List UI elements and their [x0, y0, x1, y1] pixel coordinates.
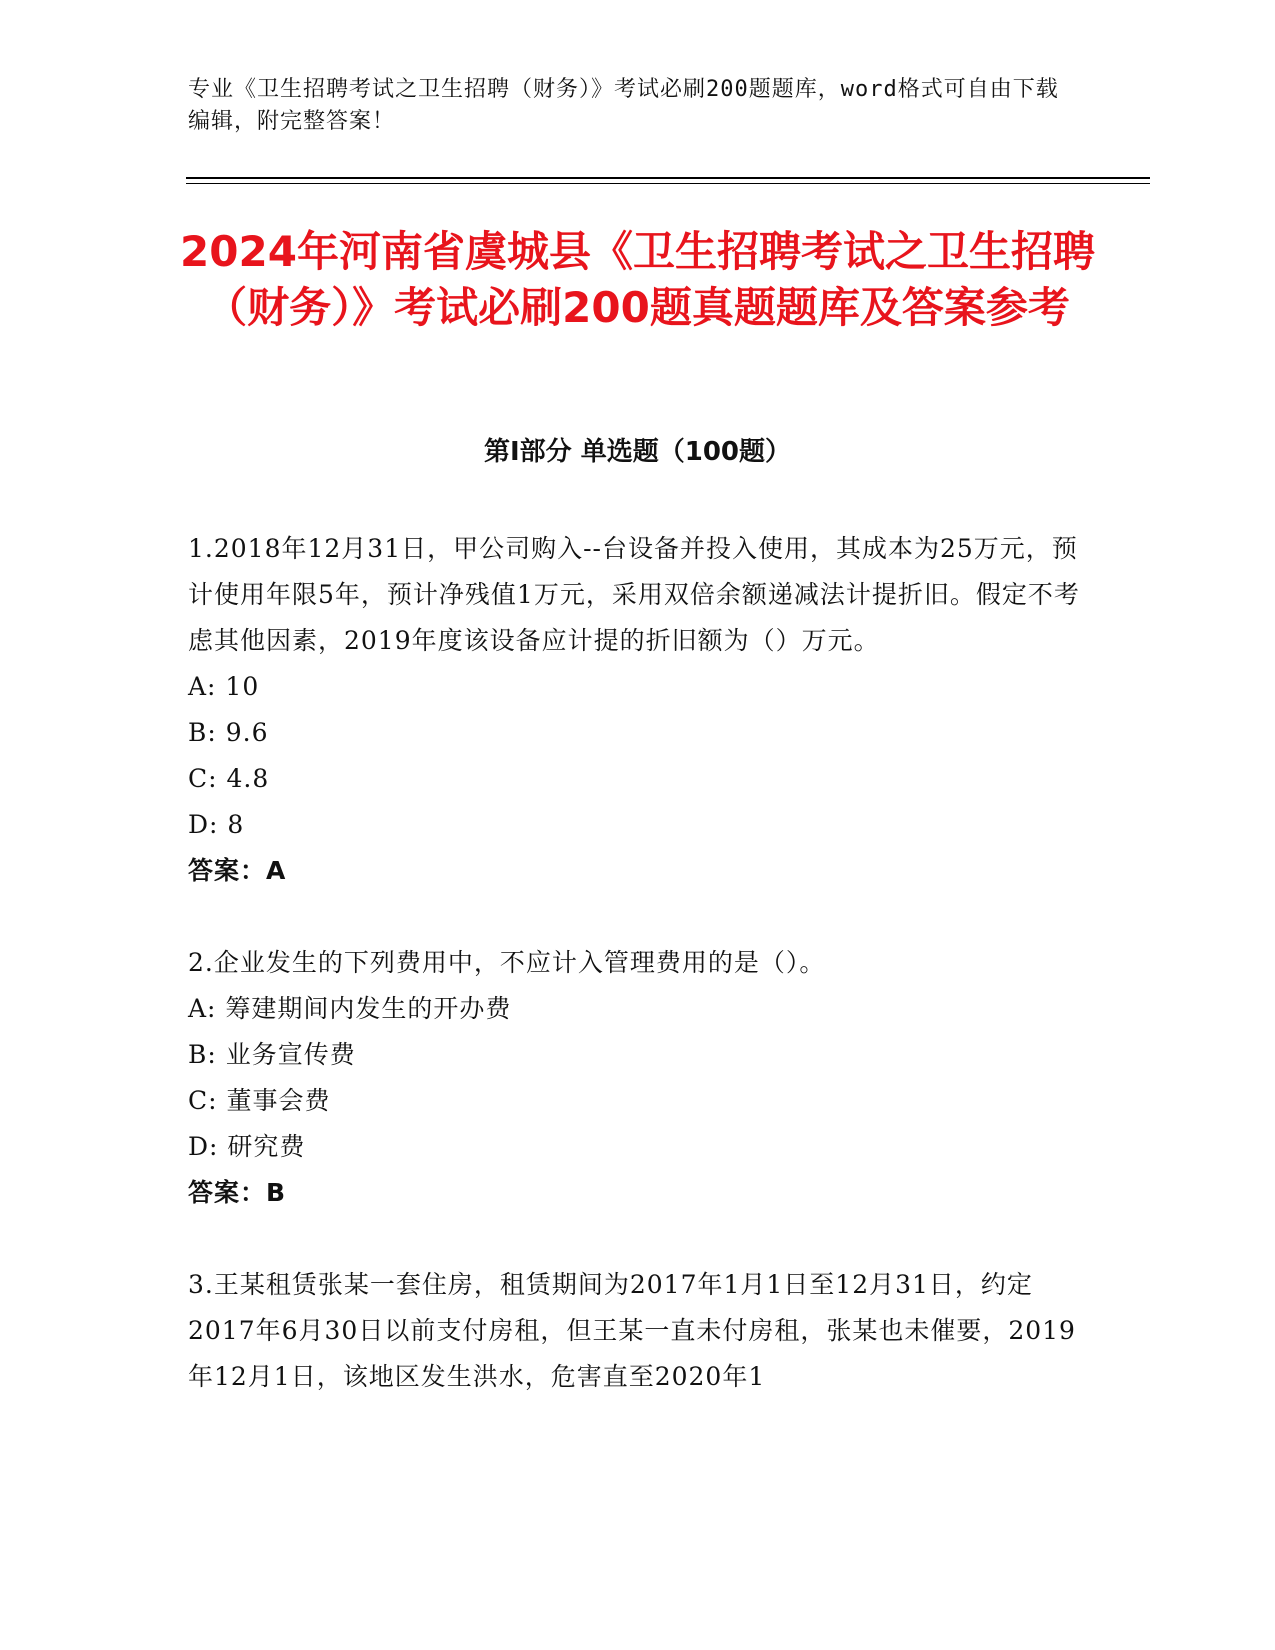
option-d: D: 研究费 — [188, 1132, 306, 1161]
question-text: 3.王某租赁张某一套住房，租赁期间为2017年1月1日至12月31日，约定2017年6月30日以前支付房租，但王某一直未付房租，张某也未催要，2019年12月1日，该地区发生洪水，危害直至2020年1 — [188, 1270, 1076, 1391]
option-b: B: 9.6 — [188, 718, 269, 747]
answer: 答案：B — [188, 1178, 287, 1207]
document-title: 2024年河南省虞城县《卫生招聘考试之卫生招聘（财务）》考试必刷200题真题题库及答案参考 — [180, 227, 1095, 332]
question-text: 2.企业发生的下列费用中，不应计入管理费用的是（）。 — [188, 948, 826, 977]
section-title: 第I部分 单选题（100题） — [484, 437, 791, 467]
option-a: A: 10 — [188, 672, 260, 701]
question-text: 1.2018年12月31日，甲公司购入--台设备并投入使用，其成本为25万元，预计使用年限5年，预计净残值1万元，采用双倍余额递减法计提折旧。假定不考虑其他因素，2019年度该设备应计提的折旧额为（）万元。 — [188, 534, 1080, 655]
answer: 答案：A — [188, 856, 287, 885]
option-d: D: 8 — [188, 810, 245, 839]
option-c: C: 董事会费 — [188, 1086, 331, 1115]
option-c: C: 4.8 — [188, 764, 270, 793]
question-list — [188, 526, 1080, 1446]
question-1 — [188, 526, 1080, 894]
header-divider-thick — [186, 177, 1150, 179]
question-3 — [188, 1262, 1080, 1400]
header-note: 专业《卫生招聘考试之卫生招聘（财务）》考试必刷200题题库，word格式可自由下载编辑，附完整答案！ — [188, 77, 1059, 134]
question-2 — [188, 940, 1080, 1216]
option-a: A: 筹建期间内发生的开办费 — [188, 994, 512, 1023]
option-b: B: 业务宣传费 — [188, 1040, 356, 1069]
header-divider-thin — [186, 183, 1150, 184]
